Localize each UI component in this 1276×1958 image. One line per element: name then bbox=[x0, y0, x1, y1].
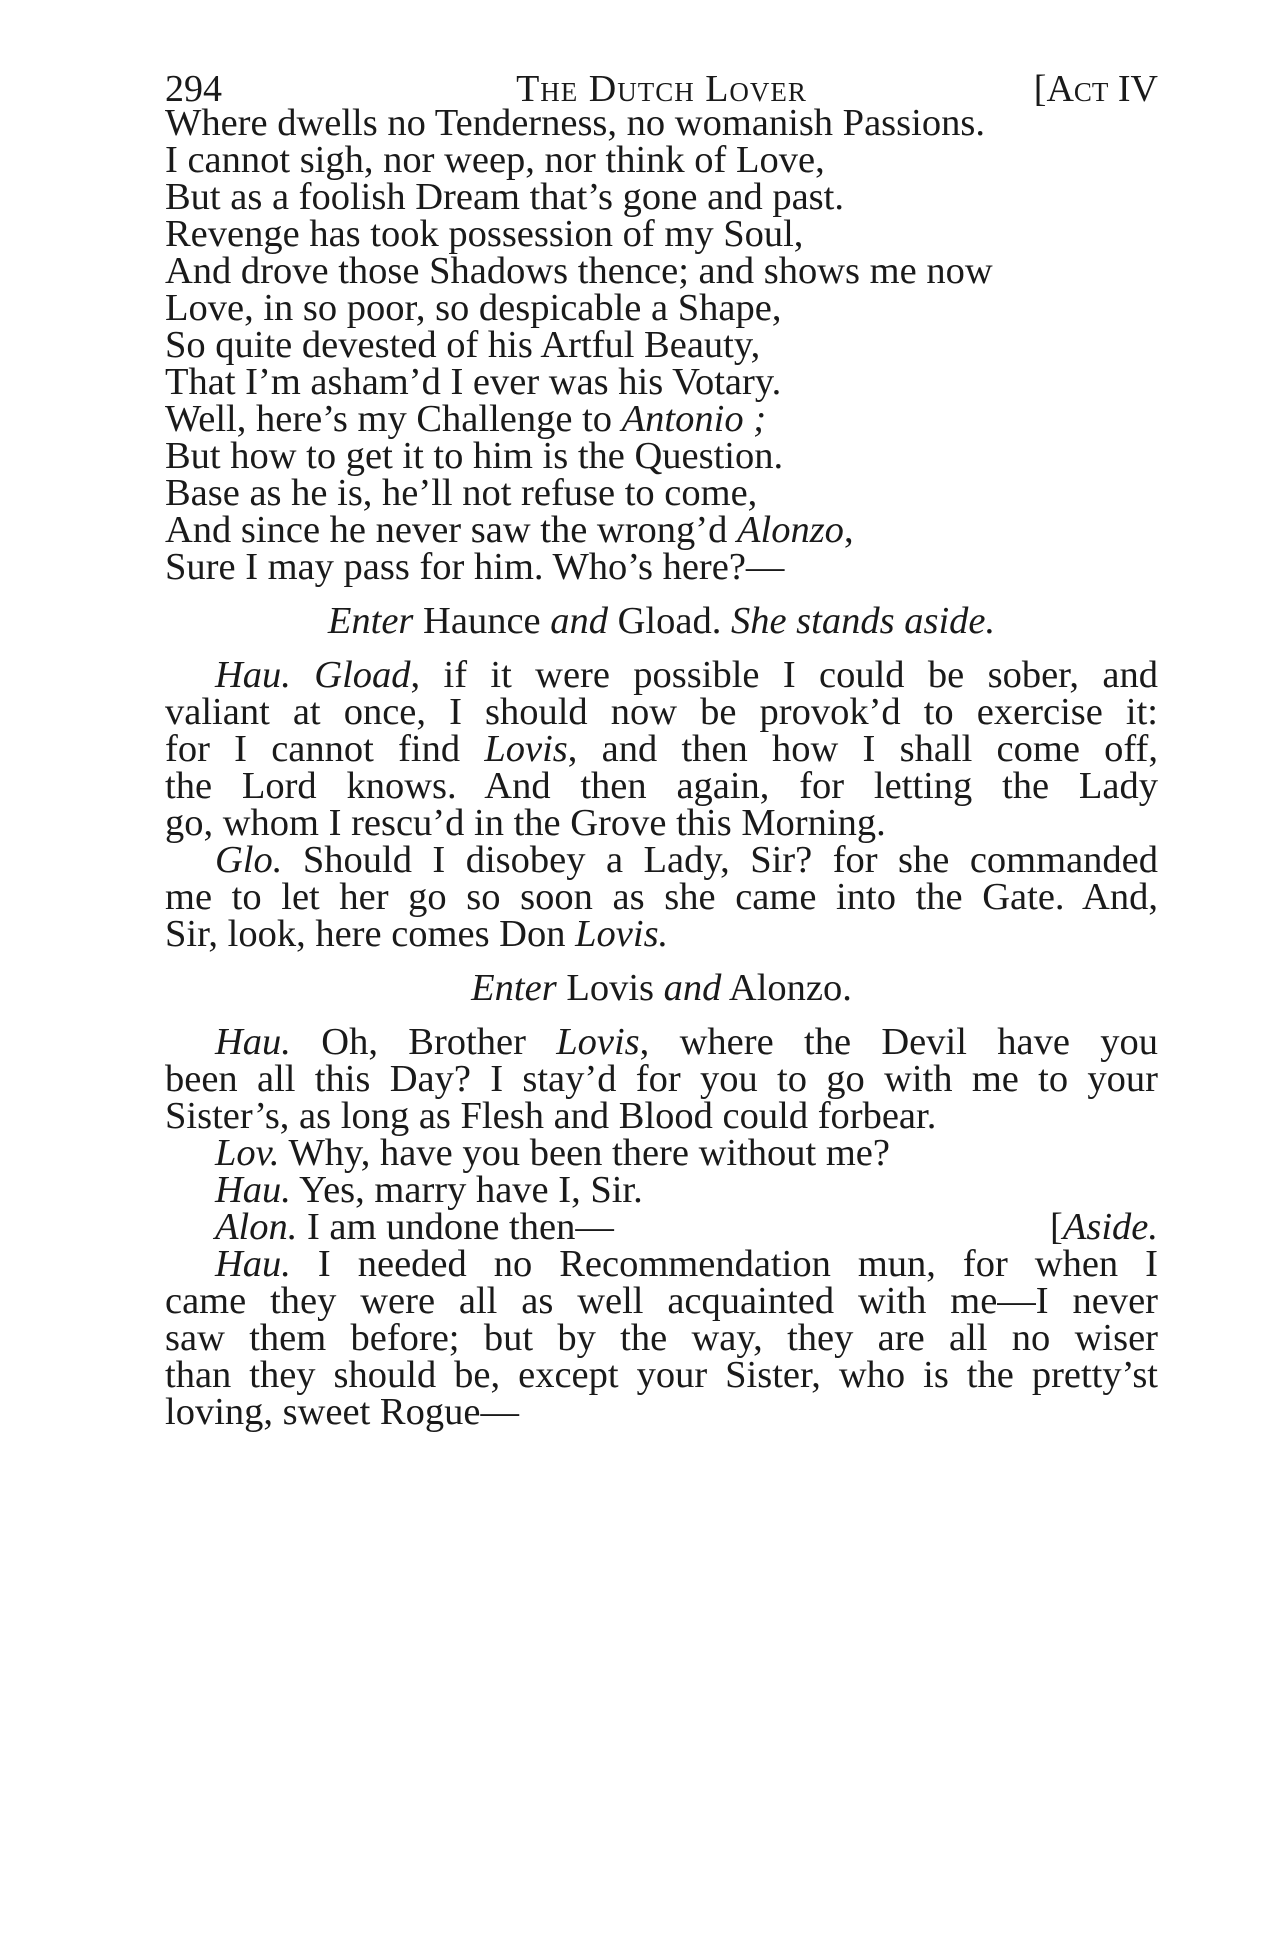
stage-direction bbox=[165, 598, 1158, 644]
direction-enter: Enter bbox=[327, 600, 414, 642]
speech-text: Should I disobey a Lady, Sir? for she commanded bbox=[282, 839, 1158, 881]
verse-text: Well, here’s my Challenge to bbox=[165, 398, 622, 440]
character-name: Alonzo bbox=[736, 509, 844, 551]
direction-name: Lovis bbox=[556, 967, 664, 1009]
character-name: Lovis bbox=[484, 728, 568, 770]
verse-line: But how to get it to him is the Question. bbox=[165, 435, 784, 477]
speech-line: Sister’s, as long as Flesh and Blood could forbear. bbox=[165, 1095, 937, 1137]
verse-line: So quite devested of his Artful Beauty, bbox=[165, 324, 761, 366]
speech-line: been all this Day? I stay’d for you to go with me to your bbox=[165, 1058, 1158, 1100]
speech-text: Why, have you been there without me? bbox=[279, 1132, 890, 1174]
speech-line: me to let her go so soon as she came into the Gate. And, bbox=[165, 876, 1158, 918]
verse-line: Where dwells no Tenderness, no womanish Passions. bbox=[165, 102, 985, 144]
verse-line: Sure I may pass for him. Who’s here?— bbox=[165, 546, 785, 588]
speaker-name: Lov. bbox=[215, 1132, 280, 1174]
verse-line: And drove those Shadows thence; and shows me now bbox=[165, 250, 993, 292]
direction-name: Gload. bbox=[608, 600, 731, 642]
verse-line: Revenge has took possession of my Soul, bbox=[165, 213, 804, 255]
direction-enter: Enter bbox=[471, 967, 557, 1009]
direction-name: Alonzo. bbox=[721, 967, 852, 1009]
speaker-name: Hau. bbox=[215, 1243, 291, 1285]
speech-line: saw them before; but by the way, they are all no wiser bbox=[165, 1317, 1158, 1359]
verse-text: , bbox=[843, 509, 854, 551]
direction-name: Haunce bbox=[413, 600, 551, 642]
character-name: Gload bbox=[314, 654, 411, 696]
verse-line: Base as he is, he’ll not refuse to come, bbox=[165, 472, 758, 514]
page-number: 294 bbox=[165, 68, 222, 110]
stage-direction bbox=[165, 965, 1158, 1011]
speech-text: I needed no Recommendation mun, for when I bbox=[290, 1243, 1158, 1285]
speaker-name: Hau. bbox=[215, 1169, 291, 1211]
character-name: Lovis. bbox=[575, 913, 669, 955]
speaker-name: Hau. bbox=[215, 654, 291, 696]
speech-text: , if it were possible I could be sober, and bbox=[410, 654, 1159, 696]
speech-text: Sir, look, here comes Don bbox=[165, 913, 576, 955]
speaker-name: Alon. bbox=[215, 1206, 298, 1248]
speech-text: Oh, Brother bbox=[290, 1021, 557, 1063]
character-name: Antonio ; bbox=[621, 398, 767, 440]
character-name: Lovis bbox=[556, 1021, 640, 1063]
verse-text: And since he never saw the wrong’d bbox=[165, 509, 737, 551]
speech-text: I am undone then— bbox=[297, 1206, 614, 1248]
act-indicator: [Act IV bbox=[1033, 68, 1158, 110]
speech-line: came they were all as well acquainted with me—I never bbox=[165, 1280, 1158, 1322]
direction-and: and bbox=[550, 600, 608, 642]
speech-line: than they should be, except your Sister, who is the pretty’st bbox=[165, 1354, 1158, 1396]
speech-line: valiant at once, I should now be provok’d to exercise it: bbox=[165, 691, 1158, 733]
verse-line: But as a foolish Dream that’s gone and past. bbox=[165, 176, 844, 218]
speech-text: , and then how I shall come off, bbox=[567, 728, 1158, 770]
direction-aside: She stands aside. bbox=[730, 600, 996, 642]
speech-line: go, whom I rescu’d in the Grove this Morning. bbox=[165, 802, 886, 844]
verse-line: That I’m asham’d I ever was his Votary. bbox=[165, 361, 782, 403]
speech-text: , where the Devil have you bbox=[639, 1021, 1158, 1063]
verse-line: Love, in so poor, so despicable a Shape, bbox=[165, 287, 782, 329]
aside-label: Aside. bbox=[1062, 1206, 1158, 1248]
aside-bracket: [ bbox=[1050, 1206, 1063, 1248]
direction-and: and bbox=[663, 967, 722, 1009]
speech-text: Yes, marry have I, Sir. bbox=[290, 1169, 643, 1211]
verse-line: I cannot sigh, nor weep, nor think of Love, bbox=[165, 139, 825, 181]
running-title: The Dutch Lover bbox=[516, 68, 807, 110]
speaker-name: Glo. bbox=[215, 839, 283, 881]
speech-line: loving, sweet Rogue— bbox=[165, 1391, 519, 1433]
speech-line bbox=[165, 911, 1158, 957]
speech-line: the Lord knows. And then again, for letting the Lady bbox=[165, 765, 1158, 807]
speaker-name: Hau. bbox=[215, 1021, 291, 1063]
speech-text: for I cannot find bbox=[165, 728, 485, 770]
